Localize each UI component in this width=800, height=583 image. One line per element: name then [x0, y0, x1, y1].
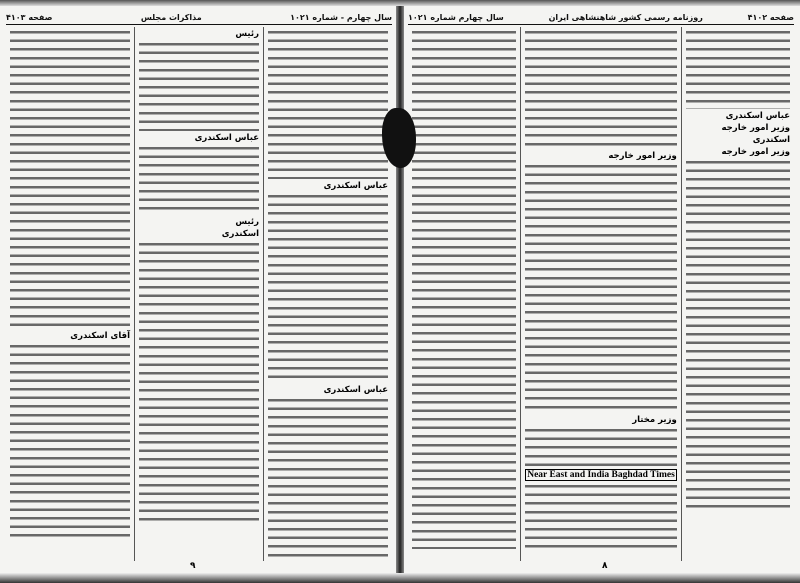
body-text: [525, 483, 677, 553]
body-text: [525, 427, 677, 467]
body-text: [139, 145, 259, 215]
issue-number: سال چهارم شماره ۱۰۲۱: [408, 12, 504, 22]
body-text: [686, 29, 790, 109]
speaker-heading: اسکندری: [752, 135, 790, 145]
column: [263, 27, 392, 561]
body-text: [268, 397, 388, 557]
issue-number: سال چهارم - شماره ۱۰۲۱: [290, 12, 392, 22]
speaker-heading: عباس اسکندری: [194, 133, 259, 143]
body-text: [139, 241, 259, 521]
body-text: [139, 41, 259, 131]
column: [408, 27, 520, 561]
body-text: [412, 29, 516, 549]
speaker-heading: عباس اسکندری: [725, 111, 790, 121]
body-text: [10, 29, 130, 329]
binding-mark: [382, 108, 416, 168]
body-text: [268, 29, 388, 179]
newspaper-title: روزنامه رسمی کشور شاهنشاهی ایران: [548, 12, 703, 22]
speaker-heading: عباس اسکندری: [323, 385, 388, 395]
binding-fold: [396, 0, 404, 583]
page-label: صفحه ۴۱۰۲: [747, 12, 794, 22]
page-number: ۹: [190, 561, 196, 571]
left-page-header: [6, 10, 392, 25]
speaker-heading: اسکندری: [221, 229, 259, 239]
speaker-heading: وزیر امور خارجه: [721, 123, 790, 133]
page-number: ۸: [602, 561, 608, 571]
speaker-heading: آقای اسکندری: [70, 331, 130, 341]
right-page-columns: [408, 27, 794, 561]
speaker-heading: رئیس: [235, 217, 259, 227]
right-page: [402, 0, 800, 583]
body-text: [10, 343, 130, 543]
column: [681, 27, 794, 561]
speaker-heading: عباس اسکندری: [323, 181, 388, 191]
english-headline: Near East and India Baghdad Times: [527, 470, 675, 480]
section-title: مذاکرات مجلس: [140, 12, 202, 22]
speaker-heading: رئیس: [235, 29, 259, 39]
body-text: [686, 159, 790, 509]
left-page-columns: [6, 27, 392, 561]
column: [520, 27, 681, 561]
page-label: صفحه ۴۱۰۳: [6, 12, 53, 22]
right-page-header: [408, 10, 794, 25]
scan-edge: [0, 573, 800, 583]
body-text: [525, 29, 677, 149]
body-text: [268, 193, 388, 383]
speaker-heading: وزیر امور خارجه: [721, 147, 790, 157]
column: [134, 27, 263, 561]
speaker-heading: وزیر امور خارجه: [608, 151, 677, 161]
speaker-heading: وزیر مختار: [632, 415, 677, 425]
scan-edge: [0, 0, 800, 6]
body-text: [525, 163, 677, 413]
column: [6, 27, 134, 561]
left-page: [0, 0, 398, 583]
